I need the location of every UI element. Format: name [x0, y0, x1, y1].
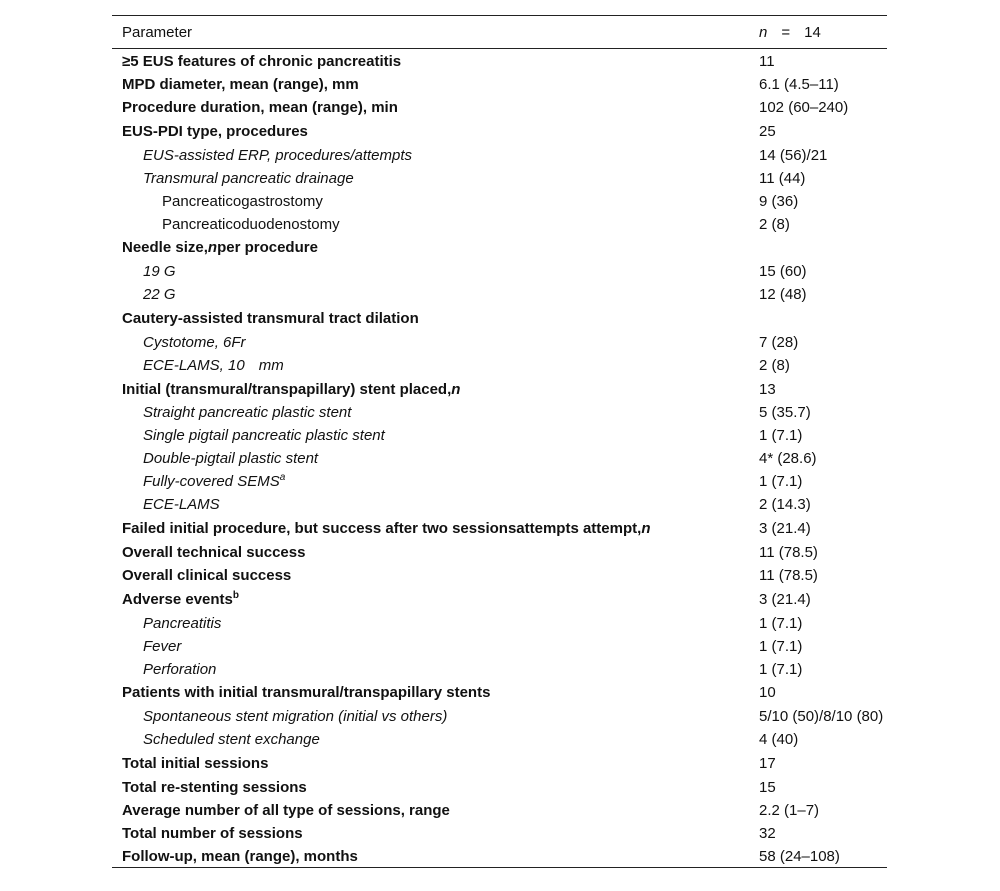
- header-parameter: Parameter: [112, 16, 759, 49]
- table-row: [112, 236, 887, 261]
- row-label-part: Failed initial procedure, but success after two sessionsattempts attempt,: [122, 520, 642, 538]
- header-n-value: 14: [804, 23, 821, 41]
- table-row: [112, 401, 887, 424]
- row-value: 15: [759, 778, 776, 796]
- row-label: EUS-PDI type, procedures: [122, 122, 308, 140]
- table-row: [112, 516, 887, 541]
- table-header-row: [112, 16, 887, 49]
- table-row: [112, 377, 887, 402]
- row-value: 2 (14.3): [759, 496, 811, 514]
- row-label: Fever: [143, 637, 182, 655]
- table-row: [112, 776, 887, 799]
- row-label: Cautery-assisted transmural tract dilation: [122, 310, 419, 328]
- row-label: 22 G: [143, 286, 176, 304]
- row-value: 1 (7.1): [759, 637, 803, 655]
- row-value: [759, 236, 887, 261]
- row-label: Average number of all type of sessions, range: [122, 801, 450, 819]
- table-row: [112, 799, 887, 822]
- row-label-part: Adverse events: [122, 590, 233, 608]
- row-label: Overall clinical success: [122, 567, 292, 585]
- table-row: [112, 845, 887, 868]
- row-label: Total re-stenting sessions: [122, 778, 307, 796]
- row-label-part: Initial (transmural/transpapillary) stent placed,: [122, 380, 452, 398]
- row-value: 5/10 (50)/8/10 (80): [759, 708, 884, 726]
- footnote-marker: a: [279, 472, 286, 484]
- row-label: Straight pancreatic plastic stent: [143, 404, 352, 422]
- row-value: 7 (28): [759, 333, 799, 351]
- table-row: [112, 213, 887, 236]
- table-row: [112, 751, 887, 776]
- row-label: Overall technical success: [122, 544, 306, 562]
- row-label-n: n: [451, 380, 461, 398]
- row-value: 6.1 (4.5–11): [759, 76, 839, 94]
- row-value: 3 (21.4): [759, 520, 811, 538]
- row-label: [112, 236, 759, 261]
- row-value: 25: [759, 122, 776, 140]
- row-label: [112, 516, 759, 541]
- row-label-n: n: [641, 520, 651, 538]
- row-value: 2.2 (1–7): [759, 801, 820, 819]
- row-value: 2 (8): [759, 356, 790, 374]
- row-label: Cystotome, 6Fr: [143, 333, 246, 351]
- row-value: 14 (56)/21: [759, 146, 828, 164]
- row-label: Patients with initial transmural/transpapillary stents: [122, 684, 491, 702]
- row-label: [112, 470, 759, 493]
- row-label: Perforation: [143, 660, 217, 678]
- row-value: 9 (36): [759, 192, 799, 210]
- row-label: 19 G: [143, 263, 176, 281]
- table-row: [112, 705, 887, 728]
- row-value: 17: [759, 755, 776, 773]
- table-row: [112, 658, 887, 681]
- row-label: EUS-assisted ERP, procedures/attempts: [143, 146, 413, 164]
- table-row: [112, 49, 887, 74]
- row-value: 15 (60): [759, 263, 807, 281]
- header-n-eq: =: [781, 23, 791, 41]
- row-label-part: mm: [258, 356, 284, 374]
- row-label-n: n: [207, 239, 218, 257]
- row-value: 102 (60–240): [759, 99, 849, 117]
- table-row: [112, 587, 887, 612]
- table-row: [112, 73, 887, 96]
- row-label: Total initial sessions: [122, 755, 269, 773]
- row-label: Pancreaticoduodenostomy: [162, 215, 340, 233]
- row-label: Total number of sessions: [122, 824, 303, 842]
- results-table: [112, 15, 887, 868]
- row-label: [112, 354, 759, 377]
- row-value: [759, 306, 887, 331]
- table-row: [112, 260, 887, 283]
- footnote-marker: b: [232, 589, 240, 601]
- table-row: [112, 119, 887, 144]
- row-value: 10: [759, 684, 776, 702]
- table-row: [112, 190, 887, 213]
- row-value: 1 (7.1): [759, 427, 803, 445]
- header-n-label: n: [759, 23, 768, 41]
- row-label: [112, 377, 759, 402]
- table-row: [112, 354, 887, 377]
- row-value: 1 (7.1): [759, 614, 803, 632]
- row-label: Spontaneous stent migration (initial vs others): [143, 708, 448, 726]
- row-label-part: Fully-covered SEMS: [143, 473, 280, 491]
- row-value: 11: [759, 52, 775, 70]
- row-label: Scheduled stent exchange: [143, 731, 320, 749]
- table-row: [112, 564, 887, 587]
- row-value: 11 (44): [759, 169, 806, 187]
- table-row: [112, 167, 887, 190]
- header-n: [759, 16, 887, 49]
- table-row: [112, 447, 887, 470]
- row-label: Pancreatitis: [143, 614, 222, 632]
- table-row: [112, 822, 887, 845]
- row-value: 58 (24–108): [759, 845, 887, 868]
- row-value: 11 (78.5): [759, 544, 818, 562]
- row-label: ECE-LAMS: [143, 496, 220, 514]
- table-row: [112, 96, 887, 119]
- row-value: 1 (7.1): [759, 660, 803, 678]
- row-value: 4* (28.6): [759, 450, 817, 468]
- results-table-container: [112, 15, 887, 868]
- table-row: [112, 681, 887, 706]
- row-label: Double-pigtail plastic stent: [143, 450, 319, 468]
- row-value: 3 (21.4): [759, 590, 811, 608]
- row-label: MPD diameter, mean (range), mm: [122, 76, 359, 94]
- row-value: 11 (78.5): [759, 567, 818, 585]
- row-label-part: Needle size,: [122, 239, 208, 257]
- table-row: [112, 612, 887, 635]
- row-label: ≥5 EUS features of chronic pancreatitis: [122, 52, 402, 70]
- row-label: Single pigtail pancreatic plastic stent: [143, 427, 385, 445]
- row-value: 13: [759, 380, 776, 398]
- row-label-part: per procedure: [217, 239, 318, 257]
- row-value: 4 (40): [759, 731, 799, 749]
- table-row: [112, 728, 887, 751]
- table-row: [112, 470, 887, 493]
- table-row: [112, 331, 887, 354]
- row-label: Follow-up, mean (range), months: [112, 845, 759, 868]
- row-label: Transmural pancreatic drainage: [143, 169, 354, 187]
- table-row: [112, 635, 887, 658]
- table-row: [112, 283, 887, 306]
- row-label: Pancreaticogastrostomy: [162, 192, 323, 210]
- row-value: 1 (7.1): [759, 473, 803, 491]
- row-label: Procedure duration, mean (range), min: [122, 99, 398, 117]
- row-value: 2 (8): [759, 215, 790, 233]
- table-row: [112, 493, 887, 516]
- table-row: [112, 306, 887, 331]
- row-label: [112, 587, 759, 612]
- table-row: [112, 424, 887, 447]
- row-label-part: ECE-LAMS, 10: [143, 356, 245, 374]
- table-row: [112, 541, 887, 564]
- row-value: 5 (35.7): [759, 404, 811, 422]
- row-value: 12 (48): [759, 286, 807, 304]
- table-row: [112, 144, 887, 167]
- row-value: 32: [759, 824, 776, 842]
